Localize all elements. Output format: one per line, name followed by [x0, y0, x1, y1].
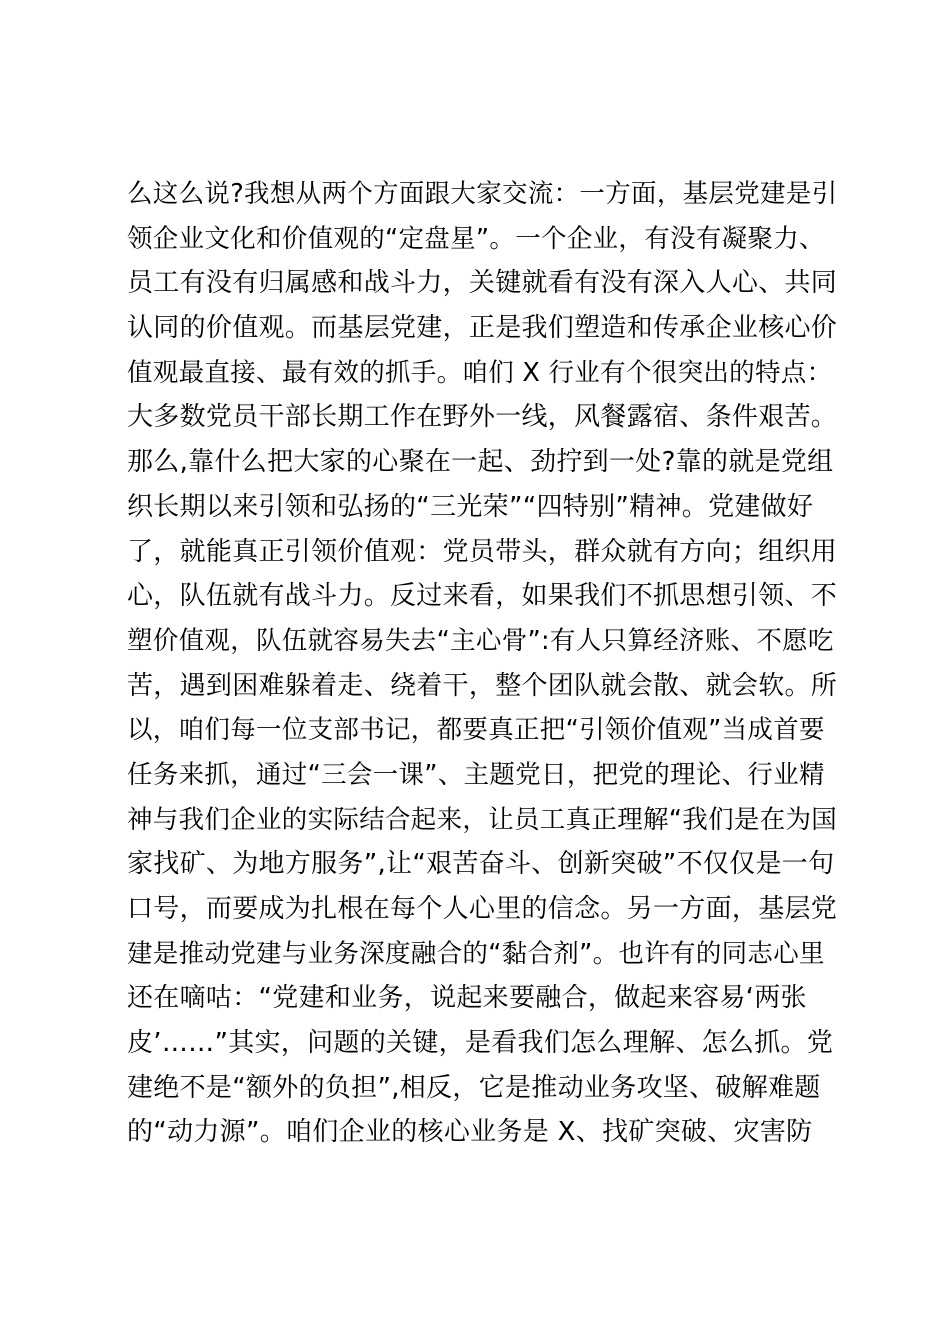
text-line-4: 认同的价值观。而基层党建，正是我们塑造和传承企业核心价 — [127, 313, 838, 344]
text-line-8: 织长期以来引领和弘扬的“三光荣”“四特别”精神。党建做好 — [127, 491, 814, 522]
text-line-10: 心，队伍就有战斗力。反过来看，如果我们不抓思想引领、不 — [127, 581, 838, 612]
text-line-18: 建是推动党建与业务深度融合的“黏合剂”。也许有的同志心里 — [127, 938, 825, 969]
text-line-6: 大多数党员干部长期工作在野外一线，风餐露宿、条件艰苦。 — [127, 402, 838, 433]
text-line-17: 口号，而要成为扎根在每个人心里的信念。另一方面，基层党 — [127, 894, 838, 924]
text-line-9: 了，就能真正引领价值观：党员带头，群众就有方向；组织用 — [127, 536, 838, 567]
text-line-16: 家找矿、为地方服务”,让“艰苦奋斗、创新突破”不仅仅是一句 — [127, 849, 835, 880]
text-line-22: 的“动力源”。咱们企业的核心业务是 X、找矿突破、灾害防 — [127, 1117, 813, 1148]
text-line-1: 么这么说?我想从两个方面跟大家交流：一方面，基层党建是引 — [127, 179, 838, 209]
text-line-20: 皮’……”其实，问题的关键，是看我们怎么理解、怎么抓。党 — [127, 1028, 834, 1059]
text-line-12: 苦，遇到困难躲着走、绕着干，整个团队就会散、就会软。所 — [127, 670, 838, 701]
text-line-14: 任务来抓，通过“三会一课”、主题党日，把党的理论、行业精 — [127, 759, 825, 790]
text-line-13: 以，咱们每一位支部书记，都要真正把“引领价值观”当成首要 — [127, 715, 825, 746]
text-line-7: 那么,靠什么把大家的心聚在一起、劲拧到一处?靠的就是党组 — [127, 447, 834, 478]
text-line-3: 员工有没有归属感和战斗力，关键就看有没有深入人心、共同 — [127, 268, 838, 299]
body-paragraph — [127, 172, 837, 1155]
text-line-2: 领企业文化和价值观的“定盘星”。一个企业，有没有凝聚力、 — [127, 223, 825, 254]
text-line-15: 神与我们企业的实际结合起来，让员工真正理解“我们是在为国 — [127, 804, 838, 835]
text-line-5: 值观最直接、最有效的抓手。咱们 X 行业有个很突出的特点： — [127, 357, 833, 388]
text-line-11: 塑价值观，队伍就容易失去“主心骨”:有人只算经济账、不愿吃 — [127, 625, 834, 656]
text-line-19: 还在嘀咕：“党建和业务，说起来要融合，做起来容易‘两张 — [127, 983, 807, 1014]
text-line-21: 建绝不是“额外的负担”,相反，它是推动业务攻坚、破解难题 — [127, 1072, 821, 1103]
